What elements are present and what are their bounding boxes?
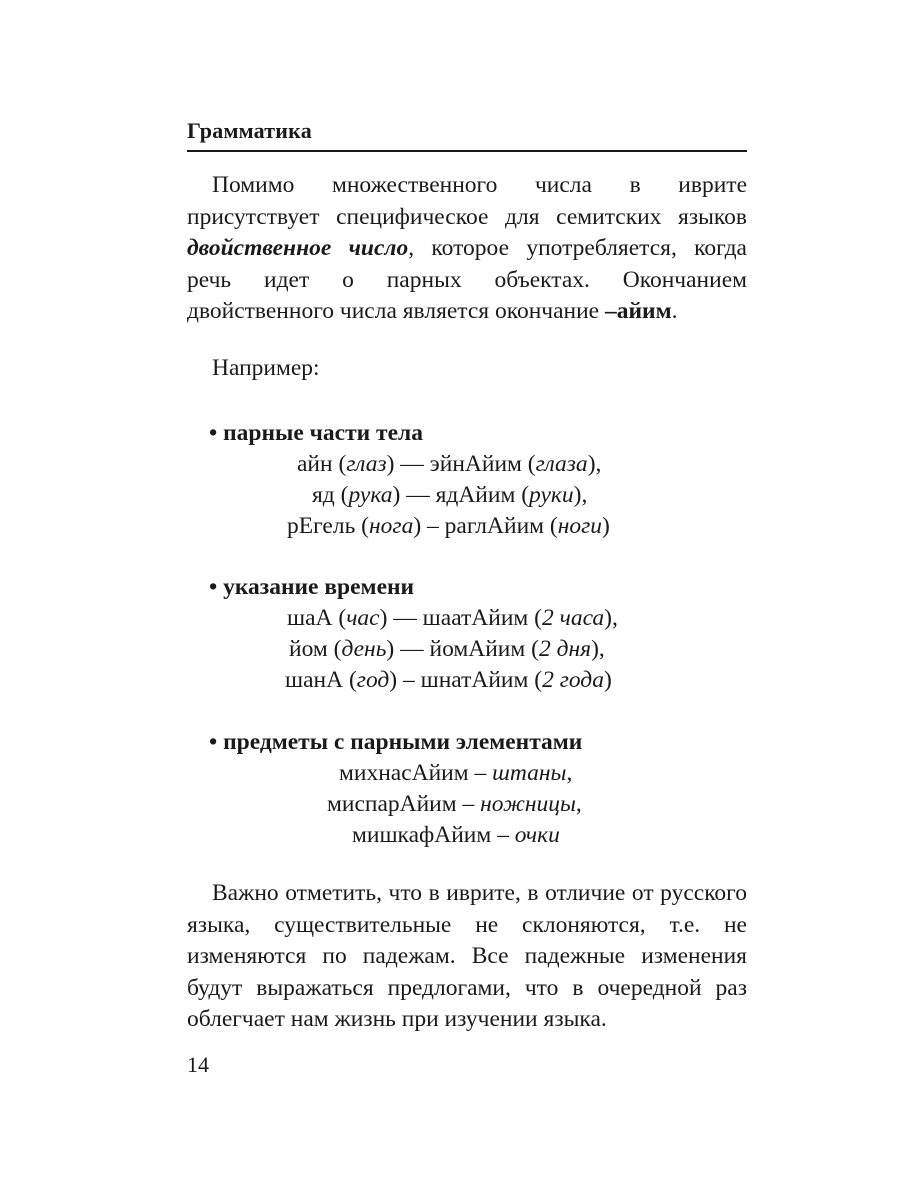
line-text: ), (587, 451, 602, 477)
line-translation: день (341, 636, 387, 662)
line-text: ) — йомАйим ( (386, 636, 539, 662)
example-line (312, 482, 587, 509)
line-text: ) (602, 513, 610, 539)
line-text: ) — эйнАйим ( (386, 451, 536, 477)
line-text: мишкафАйим – (352, 822, 515, 848)
line-text: михнасАйим – (339, 760, 493, 786)
closing-paragraph (187, 878, 747, 1036)
example-line (339, 760, 572, 787)
line-text: шаА ( (287, 605, 347, 631)
example-line (285, 667, 612, 694)
line-text: ) (603, 667, 612, 693)
example-line (287, 513, 610, 540)
line-translation: час (346, 605, 380, 631)
intro-text-1: Помимо множественного числа в иврите присутствует специфическое для семитских языков (187, 172, 747, 230)
line-text: яд ( (312, 482, 349, 508)
line-text: , (575, 791, 582, 817)
closing-text: Важно отметить, что в иврите, в отличие от русского языка, существительные не склоняются, т.е. не изменяются по падежам. Все падежные изменения будут выражаться предлогами, что в очередной раз облегчает нам жизнь при изучении языка. (187, 880, 747, 1032)
intro-text-2: , которое употребляется, когда речь идет о парных объектах. Окончанием двойственного числа является окончание (187, 235, 747, 324)
line-translation: 2 года (542, 667, 604, 693)
line-translation: ноги (557, 513, 603, 539)
line-translation: 2 дня (538, 636, 592, 662)
intro-ending: –айим (605, 298, 672, 324)
line-text: шанА ( (285, 667, 357, 693)
line-translation: глаз (346, 451, 387, 477)
line-text: ) — шаатАйим ( (379, 605, 542, 631)
line-text: ), (604, 605, 618, 631)
line-text: ) – шнатАйим ( (389, 667, 543, 693)
example-line (287, 605, 618, 632)
intro-text-3: . (671, 298, 678, 324)
line-text: миспарАйим – (327, 791, 481, 817)
line-text: ) — ядАйим ( (392, 482, 530, 508)
example-line (297, 451, 601, 478)
line-translation: год (356, 667, 390, 693)
line-text: айн ( (297, 451, 347, 477)
line-text: йом ( (289, 636, 342, 662)
line-translation: рука (348, 482, 393, 508)
section-heading-paired-items: • предметы с парными элементами (209, 729, 583, 755)
line-translation: глаза (535, 451, 588, 477)
example-line (289, 636, 605, 663)
section-heading-body-parts: • парные части тела (209, 420, 423, 446)
line-translation: 2 часа (542, 605, 605, 631)
line-translation: очки (514, 822, 560, 848)
line-text: ), (591, 636, 605, 662)
line-translation: ножницы (480, 791, 576, 817)
line-text: ), (573, 482, 588, 508)
example-line (327, 791, 582, 818)
line-text: ) – раглАйим ( (413, 513, 558, 539)
line-text: рЕгель ( (287, 513, 370, 539)
example-label: Например: (212, 355, 320, 381)
page-number: 14 (187, 1052, 209, 1077)
line-translation: руки (529, 482, 574, 508)
intro-term: двойственное число (187, 235, 409, 261)
line-translation: нога (369, 513, 414, 539)
line-text: , (566, 760, 573, 786)
section-heading-time: • указание времени (209, 574, 415, 600)
line-translation: штаны (492, 760, 567, 786)
header-rule (187, 150, 747, 152)
book-page (187, 0, 747, 1200)
example-line (352, 822, 560, 849)
intro-paragraph (187, 170, 747, 328)
running-header-title: Грамматика (187, 118, 312, 143)
